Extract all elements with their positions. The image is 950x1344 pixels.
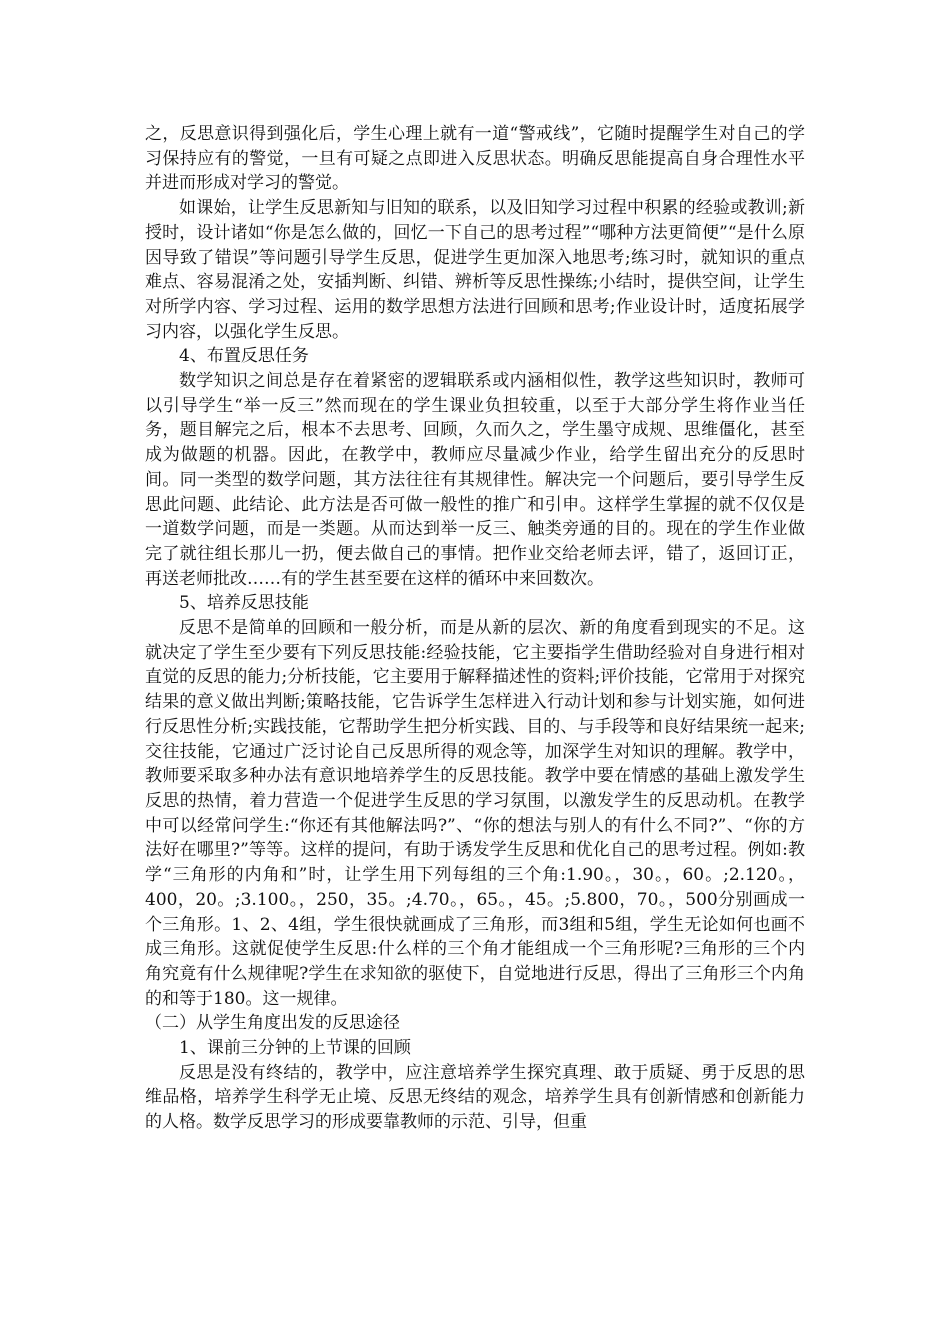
document-body (145, 122, 805, 1135)
subheading: 1、课前三分钟的上节课的回顾 (179, 1038, 411, 1059)
section-heading: （二）从学生角度出发的反思途径 (145, 1013, 400, 1034)
paragraph: 之，反思意识得到强化后，学生心理上就有一道“警戒线”，它随时提醒学生对自己的学习保持应有的警觉，一旦有可疑之点即进入反思状态。明确反思能提高自身合理性水平并进而形成对学习的警觉。 (145, 124, 805, 194)
paragraph: 反思不是简单的回顾和一般分析，而是从新的层次、新的角度看到现实的不足。这就决定了学生至少要有下列反思技能:经验技能，它主要指学生借助经验对自身进行相对直觉的反思的能力;分析技能，它主要用于解释描述性的资料;评价技能，它常用于对探究结果的意义做出判断;策略技能，它告诉学生怎样进入行动计划和参与计划实施，如何进行反思性分析;实践技能，它帮助学生把分析实践、目的、与手段等和良好结果统一起来;交往技能，它通过广泛讨论自己反思所得的观念等，加深学生对知识的理解。教学中，教师要采取多种办法有意识地培养学生的反思技能。教学中要在情感的基础上激发学生反思的热情，着力营造一个促进学生反思的学习氛围，以激发学生的反思动机。在教学中可以经常问学生:“你还有其他解法吗?”、“你的想法与别人的有什么不同?”、“你的方法好在哪里?”等等。这样的提问，有助于诱发学生反思和优化自己的思考过程。例如:教学“三角形的内角和”时，让学生用下列每组的三个角:1.90。，30。，60。;2.120。，400，20。;3.100。，250，35。;4.70。，65。，45。;5.800，70。，500分别画成一个三角形。1、2、4组，学生很快就画成了三角形，而3组和5组，学生无论如何也画不成三角形。这就促使学生反思:什么样的三个角才能组成一个三角形呢?三角形的三个内角究竟有什么规律呢?学生在求知欲的驱使下，自觉地进行反思，得出了三角形三个内角的和等于180。这一规律。 (145, 618, 805, 1009)
subheading: 5、培养反思技能 (179, 593, 309, 614)
subheading: 4、布置反思任务 (179, 346, 309, 367)
paragraph: 反思是没有终结的，教学中，应注意培养学生探究真理、敢于质疑、勇于反思的思维品格，培养学生科学无止境、反思无终结的观念，培养学生具有创新情感和创新能力的人格。数学反思学习的形成要靠教师的示范、引导，但重 (145, 1062, 805, 1133)
paragraph: 如课始，让学生反思新知与旧知的联系，以及旧知学习过程中积累的经验或教训;新授时，设计诸如“你是怎么做的，回忆一下自己的思考过程”“哪种方法更简便”“是什么原因导致了错误”等问题引导学生反思，促进学生更加深入地思考;练习时，就知识的重点难点、容易混淆之处，安插判断、纠错、辨析等反思性操练;小结时，提供空间，让学生对所学内容、学习过程、运用的数学思想方法进行回顾和思考;作业设计时，适度拓展学习内容，以强化学生反思。 (145, 198, 805, 342)
paragraph: 数学知识之间总是存在着紧密的逻辑联系或内涵相似性，教学这些知识时，教师可以引导学生“举一反三”然而现在的学生课业负担较重，以至于大部分学生将作业当任务，题目解完之后，根本不去思考、回顾，久而久之，学生墨守成规、思维僵化，甚至成为做题的机器。因此，在教学中，教师应尽量减少作业，给学生留出充分的反思时间。同一类型的数学问题，其方法往往有其规律性。解决完一个问题后，要引导学生反思此问题、此结论、此方法是否可做一般性的推广和引申。这样学生掌握的就不仅仅是一道数学问题，而是一类题。从而达到举一反三、触类旁通的目的。现在的学生作业做完了就往组长那儿一扔，便去做自己的事情。把作业交给老师去评，错了，返回订正，再送老师批改……有的学生甚至要在这样的循环中来回数次。 (145, 371, 805, 589)
